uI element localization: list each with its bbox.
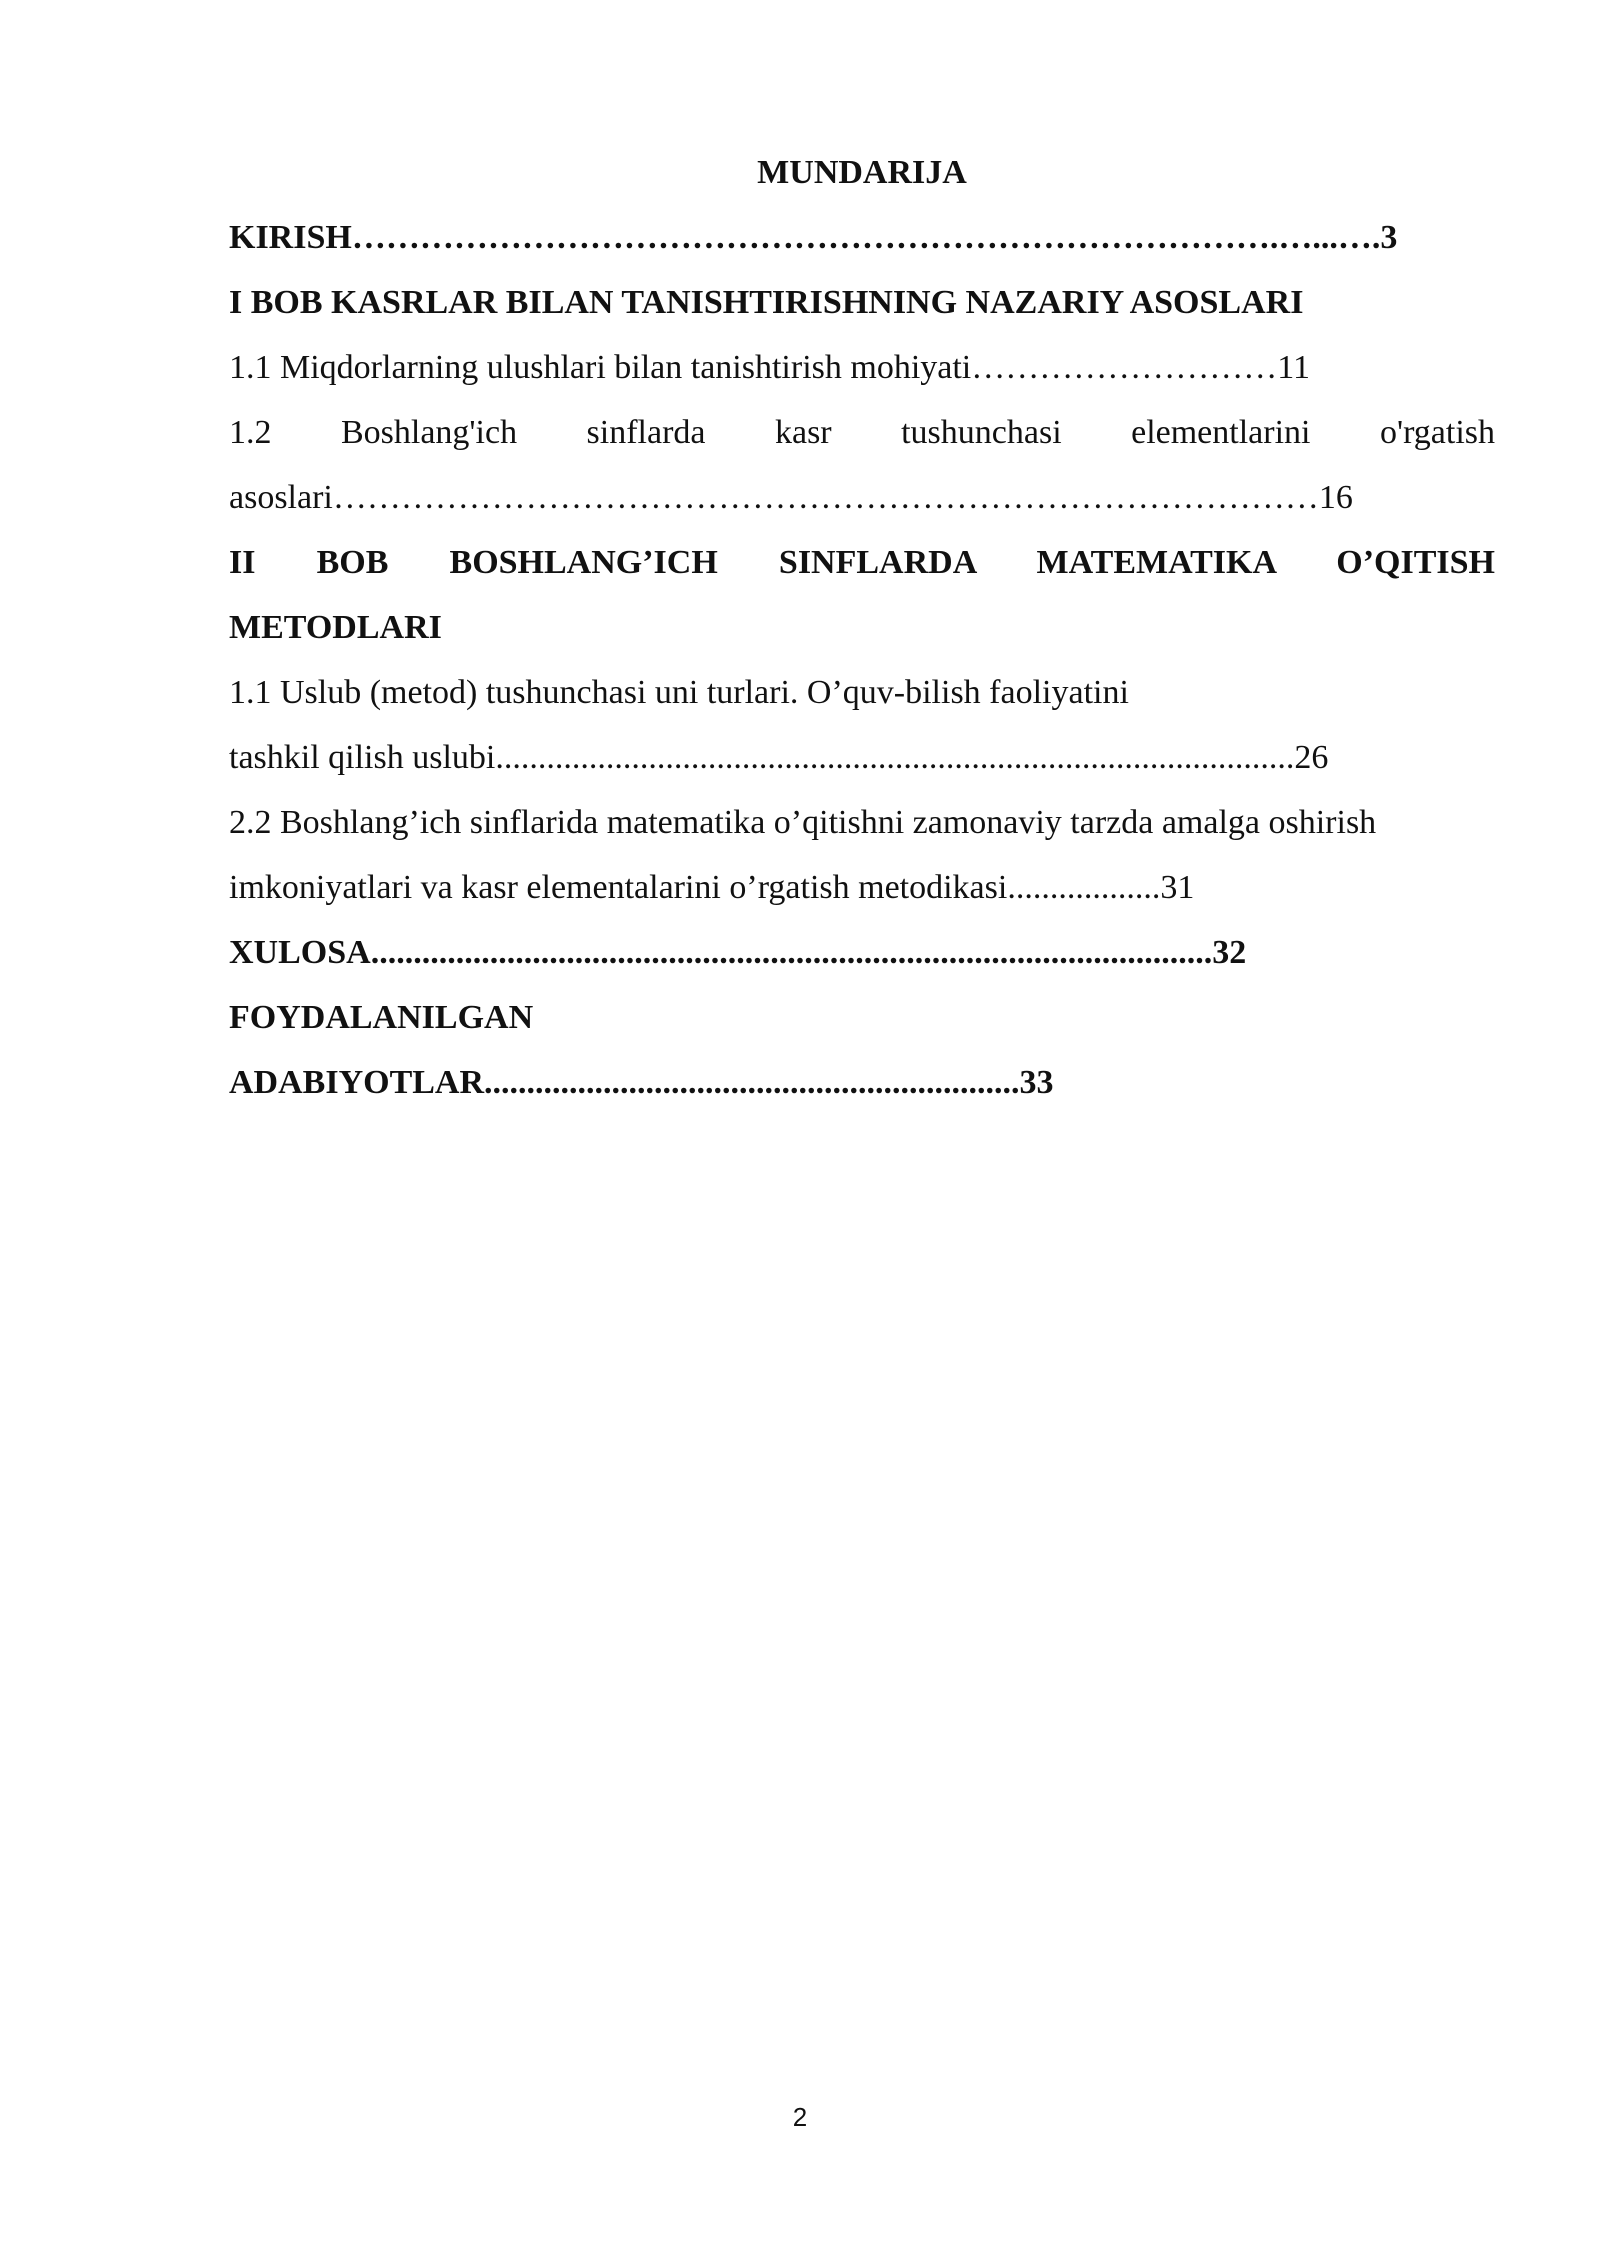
toc-entry-2-2-line1: 2.2 Boshlang’ich sinflarida matematika o’qitishni zamonaviy tarzda amalga oshirish <box>229 804 1377 841</box>
toc-entry-kirish: KIRISH……………………………………………………………………….…...….3 <box>229 219 1398 256</box>
toc-entry-xulosa: XULOSA...................................................................................................32 <box>229 934 1247 971</box>
toc-entry-references-line2: ADABIYOTLAR...............................................................33 <box>229 1064 1054 1101</box>
toc-chapter-2-heading-line1: II BOB BOSHLANG’ICH SINFLARDA MATEMATIKA O’QITISH <box>229 544 1495 581</box>
toc-entry-2-1-line1: 1.1 Uslub (metod) tushunchasi uni turlari. O’quv-bilish faoliyatini <box>229 674 1129 711</box>
toc-entry-2-1-line2: tashkil qilish uslubi..............................................................................................26 <box>229 739 1329 776</box>
toc-entry-2-2-line2: imkoniyatlari va kasr elementalarini o’rgatish metodikasi..................31 <box>229 869 1195 906</box>
toc-title: MUNDARIJA <box>757 154 967 191</box>
toc-entry-1-2-line1: 1.2 Boshlang'ich sinflarda kasr tushunchasi elementlarini o'rgatish <box>229 414 1495 451</box>
toc-entry-1-1: 1.1 Miqdorlarning ulushlari bilan tanishtirish mohiyati………………………11 <box>229 349 1310 386</box>
toc-chapter-2-heading-line2: METODLARI <box>229 609 442 646</box>
toc-entry-1-2-line2: asoslari……………………………………………………………………………16 <box>229 479 1353 516</box>
toc-chapter-1-heading: I BOB KASRLAR BILAN TANISHTIRISHNING NAZARIY ASOSLARI <box>229 284 1304 321</box>
page-number: 2 <box>792 2102 808 2132</box>
toc-entry-references-line1: FOYDALANILGAN <box>229 999 534 1036</box>
table-of-contents <box>229 140 1495 1115</box>
